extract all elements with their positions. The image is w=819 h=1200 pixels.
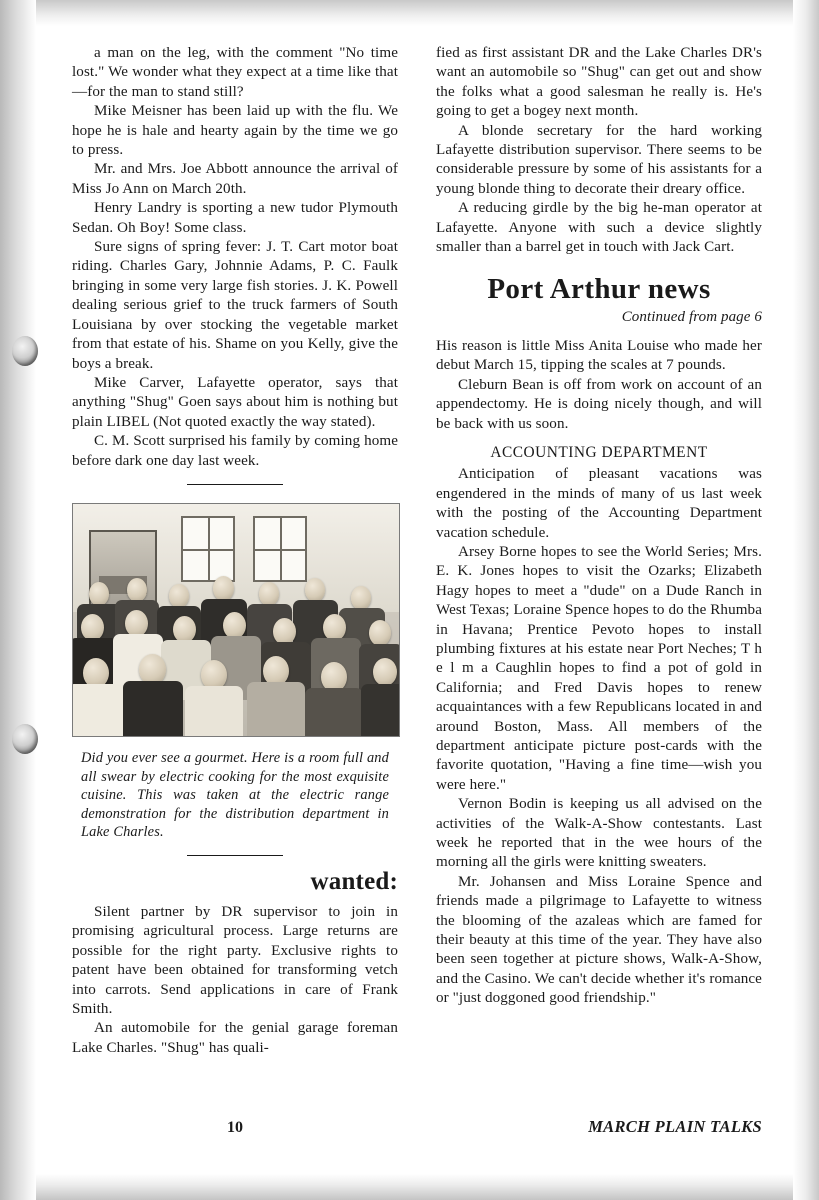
paragraph: Henry Landry is sporting a new tudor Plymouth Sedan. Oh Boy! Some class. [72, 200, 398, 236]
wanted-heading: wanted: [310, 867, 398, 895]
paragraph: An automobile for the genial garage foreman Lake Charles. "Shug" has quali- [72, 1020, 398, 1056]
page-content [72, 44, 762, 1144]
paragraph: C. M. Scott surprised his family by coming home before dark one day last week. [72, 433, 398, 469]
paragraph: Sure signs of spring fever: J. T. Cart motor boat riding. Charles Gary, Johnnie Adams, P. C. Faulk bringing in some very large fish stories. J. K. Powell dealing serious grief to the truck farmers of South Louisiana by over stocking the vegetable market from that estate of his. Shame on you Kelly, give the boys a break. [72, 239, 398, 372]
photo-caption: Did you ever see a gourmet. Here is a room full and all swear by electric cooking for the most exquisite cuisine. This was taken at the electric range demonstration for the distribution department in Lake Charles. [81, 749, 389, 841]
paragraph: Mr. Johansen and Miss Loraine Spence and friends made a pilgrimage to Lafayette to witness the blooming of the azaleas which are famed for their beauty at this time of the year. They have also been seen together at picture shows, Walk-A-Show, and the Casino. We can't decide whether it's romance or "just doggoned good friendship." [436, 873, 762, 1007]
page-footer [72, 1117, 762, 1137]
paragraph: His reason is little Miss Anita Louise who made her debut March 15, tipping the scales at 7 pounds. [436, 337, 762, 374]
continued-from-note: Continued from page 6 [621, 309, 762, 326]
running-head: MARCH PLAIN TALKS [588, 1117, 762, 1136]
paragraph: Silent partner by DR supervisor to join in promising agricultural process. Large returns are possible for the right party. Exclusive rights to patent have been obtained for transforming vetch into carrots. Send applications in care of Frank Smith. [72, 903, 398, 1017]
section-divider [187, 484, 283, 485]
binder-punch-hole [12, 724, 38, 754]
paragraph: Vernon Bodin is keeping us all advised on the activities of the Walk-A-Show contestants. Last week he reported that in the wee hours of the morning all the girls were knitting sweaters. [436, 796, 762, 871]
paragraph: fied as first assistant DR and the Lake Charles DR's want an automobile so "Shug" can get out and show the folks what a good salesman he really is. He's going to get a bogey next month. [436, 45, 762, 120]
binder-punch-hole [12, 336, 38, 366]
photo-window [181, 516, 235, 582]
left-column [72, 44, 398, 1058]
scan-edge-bottom [0, 1174, 819, 1200]
right-column [436, 44, 762, 1058]
page-number: 10 [227, 1119, 243, 1136]
paragraph: Mike Meisner has been laid up with the flu. We hope he is hale and hearty again by the time we go to press. [72, 103, 398, 159]
port-arthur-news-heading: Port Arthur news [487, 273, 711, 306]
photo-crowd [73, 576, 399, 736]
paragraph: A reducing girdle by the big he-man operator at Lafayette. Anyone with such a device slightly smaller than a barrel get in touch with Jack Cart. [436, 200, 762, 256]
paragraph: Mr. and Mrs. Joe Abbott announce the arrival of Miss Jo Ann on March 20th. [72, 161, 398, 197]
paragraph: Anticipation of pleasant vacations was engendered in the minds of many of us last week with the posting of the Accounting Department vacation schedule. [436, 466, 762, 541]
scan-edge-right [793, 0, 819, 1200]
scan-edge-top [0, 0, 819, 26]
accounting-department-subhead: ACCOUNTING DEPARTMENT [490, 443, 708, 461]
group-photo [72, 503, 400, 737]
two-column-layout [72, 44, 762, 1058]
paragraph: Mike Carver, Lafayette operator, says that anything "Shug" Goen says about him is nothing but plain LIBEL (Not quoted exactly the way stated). [72, 374, 398, 430]
paragraph: Cleburn Bean is off from work on account of an appendectomy. He is doing nicely though, and will be back with us soon. [436, 376, 762, 432]
scan-edge-left [0, 0, 36, 1200]
paragraph: A blonde secretary for the hard working Lafayette distribution supervisor. There seems to be considerable pressure by some of his assistants for a young blonde thing to decorate their dreary office. [436, 122, 762, 197]
section-divider [187, 855, 283, 856]
paragraph: Arsey Borne hopes to see the World Series; Mrs. E. K. Jones hopes to visit the Ozarks; Elizabeth Hagy hopes to meet a "dude" on a Dude Ranch in West Texas; Loraine Spence hopes to do the Rhumba in Havana; Prentice Pevoto hopes to install plumbing fixtures at his estate near Port Neches; T h e l m a Caughlin hopes to find a pot of gold in California; and Fred Davis hopes to renew acquaintances with a few Republicans located in and around Boston, Mass. All members of the department anticipate picture post-cards with the favorite quotation, "Having a fine time—wish you were here." [436, 543, 762, 793]
paragraph: a man on the leg, with the comment "No time lost." We wonder what they expect at a time like that—for the man to stand still? [72, 45, 398, 100]
photo-window [253, 516, 307, 582]
